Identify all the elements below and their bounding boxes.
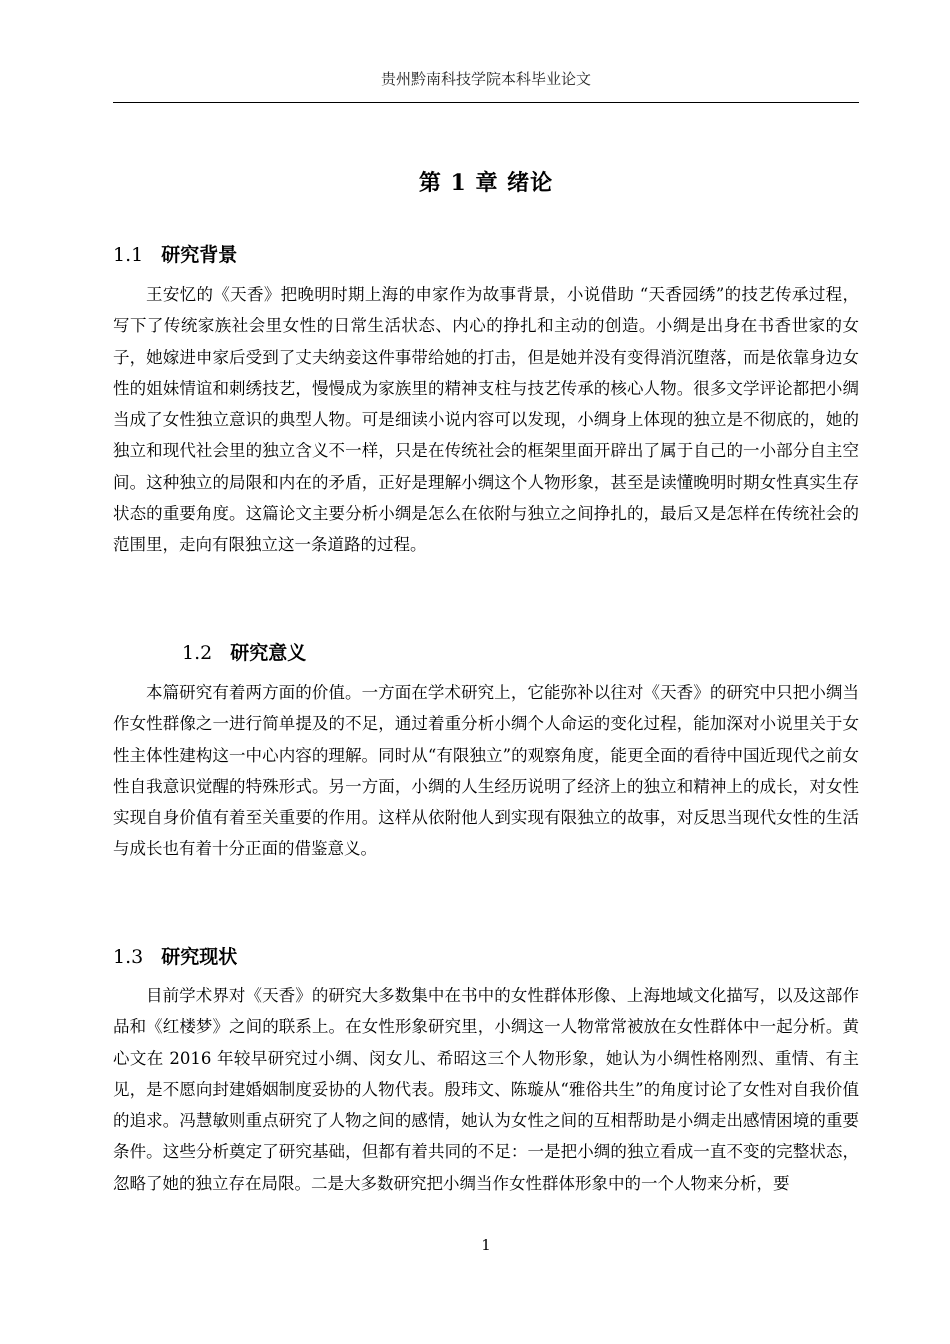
section-paragraph-1-3: 目前学术界对《天香》的研究大多数集中在书中的女性群体形像、上海地域文化描写，以及这部作品和《红楼梦》之间的联系上。在女性形象研究里，小绸这一人物常常被放在女性群体中一起分析。黄心文在 2016 年较早研究过小绸、闵女儿、希昭这三个人物形象，她认为小绸性格刚烈、重情、有主见，是不愿向封建婚姻制度妥协的人物代表。殷玮文、陈璇从“雅俗共生”的角度讨论了女性对自我价值的追求。冯慧敏则重点研究了人物之间的感情，她认为女性之间的互相帮助是小绸走出感情困境的重要条件。这些分析奠定了研究基础，但都有着共同的不足：一是把小绸的独立看成一直不变的完整状态，忽略了她的独立存在局限。二是大多数研究把小绸当作女性群体形象中的一个人物来分析，要 xyxy=(113,986,859,1193)
section-number: 1.1 xyxy=(113,244,144,266)
section-number: 1.2 xyxy=(182,642,213,664)
section-paragraph-1-2: 本篇研究有着两方面的价值。一方面在学术研究上，它能弥补以往对《天香》的研究中只把小绸当作女性群像之一进行简单提及的不足，通过着重分析小绸个人命运的变化过程，能加深对小说里关于女性主体性建构这一中心内容的理解。同时从“有限独立”的观察角度，能更全面的看待中国近现代之前女性自我意识觉醒的特殊形式。另一方面，小绸的人生经历说明了经济上的独立和精神上的成长，对女性实现自身价值有着至关重要的作用。这样从依附他人到实现有限独立的故事，对反思当现代女性的生活与成长也有着十分正面的借鉴意义。 xyxy=(113,683,859,859)
section-heading-1-3 xyxy=(113,942,237,969)
section-title: 研究现状 xyxy=(161,946,238,968)
chapter-title: 第 1 章 绪论 xyxy=(418,170,554,196)
section-title: 研究背景 xyxy=(161,244,238,266)
section-title: 研究意义 xyxy=(230,642,307,664)
header-rule xyxy=(113,102,859,103)
section-paragraph-1-1: 王安忆的《天香》把晚明时期上海的申家作为故事背景，小说借助 “天香园绣”的技艺传承过程，写下了传统家族社会里女性的日常生活状态、内心的挣扎和主动的创造。小绸是出身在书香世家的女子，她嫁进申家后受到了丈夫纳妾这件事带给她的打击，但是她并没有变得消沉堕落，而是依靠身边女性的姐妹情谊和刺绣技艺，慢慢成为家族里的精神支柱与技艺传承的核心人物。很多文学评论都把小绸当成了女性独立意识的典型人物。可是细读小说内容可以发现，小绸身上体现的独立是不彻底的，她的独立和现代社会里的独立含义不一样，只是在传统社会的框架里面开辟出了属于自己的一小部分自主空间。这种独立的局限和内在的矛盾，正好是理解小绸这个人物形象，甚至是读懂晚明时期女性真实生存状态的重要角度。这篇论文主要分析小绸是怎么在依附与独立之间挣扎的，最后又是怎样在传统社会的范围里，走向有限独立这一条道路的过程。 xyxy=(113,285,859,555)
section-heading-1-1 xyxy=(113,240,237,267)
page-number: 1 xyxy=(481,1236,491,1254)
section-heading-1-2 xyxy=(182,638,306,665)
running-header: 贵州黔南科技学院本科毕业论文 xyxy=(380,70,591,88)
section-number: 1.3 xyxy=(113,946,144,968)
